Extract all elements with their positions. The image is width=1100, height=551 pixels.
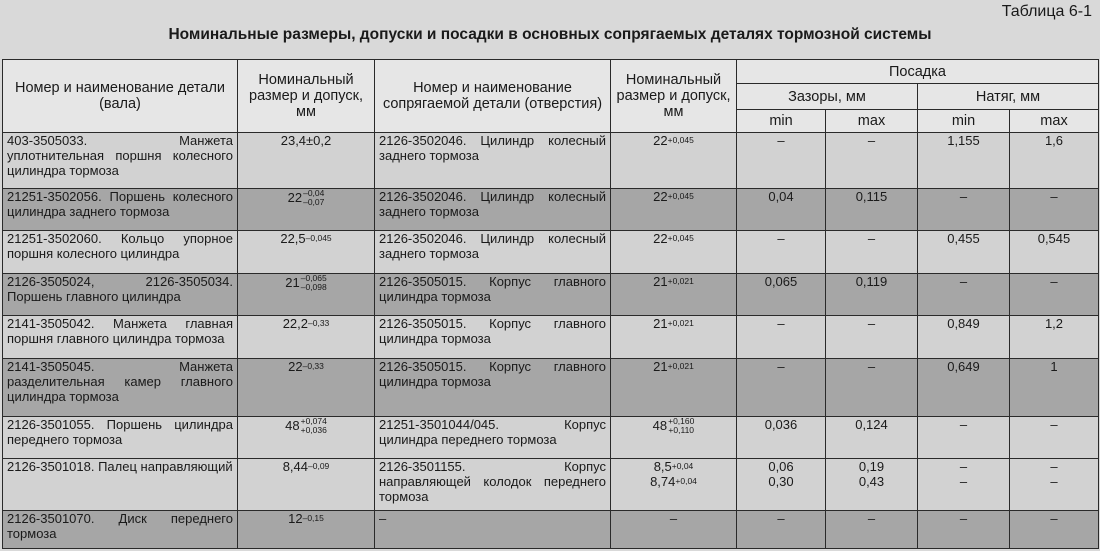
table-row [3,188,1099,230]
clearance-max-cell [826,510,918,548]
interference-max-cell [1010,316,1099,358]
shaft-part-cell: 2126-3505024, 2126-3505034. Поршень главного цилиндра [3,273,238,315]
nominal-value: 22,2 [282,316,309,332]
upper-tolerance: +0,021 [667,275,694,286]
hole-size-line [615,417,732,435]
clearance-min-cell [737,231,826,273]
nominal-value: 48 [285,418,300,434]
hole-part-cell: 2126-3505015. Корпус главного цилиндра тормоза [375,273,611,315]
nominal-value: 22 [653,188,668,204]
cell-value: 0,065 [764,273,798,289]
cell-value: 0,455 [947,231,980,247]
interference-max-cell [1010,273,1099,315]
nominal-value: 8,5 [653,459,672,475]
hole-part-cell: 2126-3502046. Цилиндр колесный заднего тормоза [375,188,611,230]
hole-size [653,133,694,148]
interference-min-cell [918,273,1010,315]
cell-value: – [777,133,785,148]
clearance-max-cell [826,188,918,230]
cell-value: 0,036 [764,416,798,432]
shaft-size-cell [238,133,375,189]
hole-size [653,274,694,289]
cell-value: – [867,231,876,247]
hole-part-cell: 2126-3502046. Цилиндр колесный заднего тормоза [375,133,611,189]
hole-size-cell [611,273,737,315]
hole-size-line [615,316,732,331]
clearance-min-cell [737,510,826,548]
cell-value: 1,2 [1044,316,1064,332]
header-interference-min: min [918,110,1010,133]
hole-size [653,189,694,204]
nominal-value: 12 [288,510,303,526]
clearance-min-cell [737,358,826,416]
lower-tolerance: +0,036 [300,424,327,435]
hole-part-cell: 2126-3505015. Корпус главного цилиндра тормоза [375,358,611,416]
interference-max-cell [1010,133,1099,189]
shaft-part-cell: 21251-3502056. Поршень колесного цилиндра заднего тормоза [3,188,238,230]
shaft-part-cell: 2141-3505042. Манжета главная поршня главного цилиндра тормоза [3,316,238,358]
nominal-value: 8,44 [282,459,309,475]
hole-size-cell [611,510,737,548]
hole-size-cell [611,133,737,189]
hole-size-line [615,274,732,289]
hole-size [654,459,694,474]
nominal-value: 21 [653,273,668,289]
interference-min-cell [918,133,1010,189]
shaft-size [283,316,330,331]
lower-tolerance: –0,07 [303,196,325,207]
hole-size-cell [611,358,737,416]
hole-size-line [615,133,732,148]
upper-tolerance: +0,021 [667,360,694,371]
interference-min-cell [918,358,1010,416]
shaft-size [280,231,331,246]
shaft-size [288,189,325,207]
nominal-value: 22 [288,358,303,374]
clearance-min-cell [737,459,826,510]
interference-max-cell [1010,358,1099,416]
shaft-size-cell [238,510,375,548]
cell-value: – [777,316,785,332]
clearance-max-cell [826,133,918,189]
cell-value: – [959,273,968,289]
nominal-value: 21 [285,275,300,291]
shaft-size-cell [238,188,375,230]
interference-max-cell [1010,510,1099,548]
clearance-max-cell [826,273,918,315]
nominal-value: 21 [653,358,668,374]
nominal-value: 22 [653,133,668,148]
lower-tolerance: –0,33 [308,318,330,329]
nominal-value: 22 [653,231,668,247]
cell-value: – [959,416,968,432]
hole-size-cell [611,231,737,273]
shaft-size-cell [238,273,375,315]
clearance-min-cell [737,133,826,189]
nominal-value: 8,74 [650,474,676,490]
cell-value: 0,06 [768,459,794,475]
cell-value: – [867,358,876,374]
hole-size [653,316,694,331]
shaft-part-cell: 2126-3501070. Диск переднего тормоза [3,510,238,548]
interference-min-cell [918,316,1010,358]
cell-value: 0,649 [947,358,980,374]
lower-tolerance: –0,33 [302,360,324,371]
clearance-max-cell [826,416,918,458]
nominal-value: 21 [653,316,668,332]
hole-size-line [615,459,732,474]
cell-value: 1,155 [947,133,980,148]
cell-value: – [959,474,968,490]
shaft-part-cell: 2126-3501055. Поршень цилиндра переднего тормоза [3,416,238,458]
tolerance-pair [301,417,327,435]
shaft-size-cell [238,231,375,273]
shaft-size [283,459,330,474]
clearance-min-cell [737,273,826,315]
header-interference: Натяг, мм [918,84,1099,110]
hole-size-line [615,359,732,374]
cell-value: – [867,133,876,148]
hole-size-cell [611,416,737,458]
cell-value: – [1050,474,1058,490]
cell-value: – [1050,273,1058,289]
hole-size [653,417,695,435]
interference-max-cell [1010,188,1099,230]
upper-tolerance: +0,045 [667,135,694,145]
clearance-min-cell [737,188,826,230]
interference-min-cell [918,188,1010,230]
shaft-size [288,511,324,526]
cell-value: 0,115 [855,188,888,204]
cell-value: 0,04 [768,188,794,204]
table-row [3,459,1099,510]
clearance-min-cell [737,416,826,458]
hole-size [670,511,677,526]
hole-size-line [615,189,732,204]
interference-min-cell [918,231,1010,273]
cell-value: 1,6 [1044,133,1064,148]
header-interference-max: max [1010,110,1099,133]
table-row [3,510,1099,548]
table-row [3,273,1099,315]
upper-tolerance: +0,04 [675,476,697,487]
cell-value: 0,545 [1037,231,1071,247]
hole-part-cell: – [375,510,611,548]
hole-size [650,474,697,489]
interference-min-cell [918,416,1010,458]
hole-part-cell: 2126-3505015. Корпус главного цилиндра тормоза [375,316,611,358]
header-hole-part: Номер и наименование сопрягаемой детали (отверстия) [375,60,611,133]
cell-value: 1 [1050,358,1058,374]
shaft-size [285,274,326,292]
hole-size-line [615,511,732,526]
cell-value: – [1050,416,1058,432]
nominal-value: 48 [652,418,668,434]
cell-value: – [777,510,785,526]
lower-tolerance: –0,045 [305,233,332,244]
hole-size-cell [611,188,737,230]
header-shaft-part: Номер и наименование детали (вала) [3,60,238,133]
cell-value: 0,19 [858,459,885,475]
lower-tolerance: –0,098 [300,281,327,292]
nominal-value: 22 [287,190,303,206]
header-fit: Посадка [737,60,1099,84]
shaft-size-cell [238,316,375,358]
shaft-size [281,133,332,148]
shaft-part-cell: 2126-3501018. Палец направляющий [3,459,238,510]
cell-value: – [867,510,876,526]
interference-min-cell [918,459,1010,510]
cell-value: 0,119 [855,273,888,289]
interference-max-cell [1010,459,1099,510]
upper-tolerance: +0,021 [667,318,694,329]
cell-value: – [959,188,968,204]
spec-table [2,59,1099,549]
table-row [3,231,1099,273]
table-row [3,133,1099,189]
lower-tolerance: +0,110 [668,424,695,435]
nominal-value: 23,4±0,2 [280,133,332,148]
cell-value: – [1050,188,1058,204]
clearance-min-cell [737,316,826,358]
shaft-size [285,417,327,435]
cell-value: – [959,459,968,475]
cell-value: 0,124 [855,416,888,432]
cell-value: – [777,231,785,247]
shaft-size [288,359,324,374]
table-row [3,416,1099,458]
hole-size-cell [611,316,737,358]
hole-part-cell: 21251-3501044/045. Корпус цилиндра переднего тормоза [375,416,611,458]
cell-value: – [1050,459,1058,475]
clearance-max-cell [826,316,918,358]
table-body [3,133,1099,549]
clearance-max-cell [826,459,918,510]
hole-size-line [615,474,732,489]
hole-part-cell: 2126-3502046. Цилиндр колесный заднего тормоза [375,231,611,273]
shaft-size-cell [238,459,375,510]
table-number: Таблица 6-1 [1001,3,1092,20]
header-clearance-max: max [826,110,918,133]
tolerance-pair [303,189,324,207]
upper-tolerance: –0,065 [300,272,327,283]
cell-value: – [959,510,968,526]
interference-max-cell [1010,416,1099,458]
upper-tolerance: +0,045 [667,190,694,201]
interference-min-cell [918,510,1010,548]
upper-tolerance: +0,04 [671,461,694,472]
table-row [3,358,1099,416]
hole-part-cell: 2126-3501155. Корпус направляющей колодок переднего тормоза [375,459,611,510]
header-shaft-size: Номинальный размер и допуск, мм [238,60,375,133]
upper-tolerance: –0,04 [303,187,325,198]
cell-value: 0,30 [768,474,794,490]
cell-value: 0,43 [858,474,885,490]
header-clearance-min: min [737,110,826,133]
hole-size-line [615,231,732,246]
lower-tolerance: –0,15 [302,512,324,523]
clearance-max-cell [826,358,918,416]
upper-tolerance: +0,074 [300,415,327,426]
shaft-size-cell [238,358,375,416]
shaft-size-cell [238,416,375,458]
nominal-value: – [669,510,678,526]
hole-size [653,359,694,374]
cell-value: – [777,358,785,374]
interference-max-cell [1010,231,1099,273]
header-clearance: Зазоры, мм [737,84,918,110]
upper-tolerance: +0,160 [668,415,695,426]
cell-value: – [1050,510,1058,526]
shaft-part-cell: 2141-3505045. Манжета разделительная камер главного цилиндра тормоза [3,358,238,416]
tolerance-pair [301,274,327,292]
table-title: Номинальные размеры, допуски и посадки в основных сопрягаемых деталях тормозной системы [168,26,932,43]
lower-tolerance: –0,09 [308,461,330,472]
tolerance-pair [668,417,694,435]
clearance-max-cell [826,231,918,273]
hole-size [653,231,694,246]
upper-tolerance: +0,045 [667,233,694,244]
cell-value: – [867,316,876,332]
header-hole-size: Номинальный размер и допуск, мм [611,60,737,133]
table-row [3,316,1099,358]
hole-size-cell [611,459,737,510]
shaft-part-cell: 21251-3502060. Кольцо упорное поршня колесного цилиндра [3,231,238,273]
shaft-part-cell: 403-3505033. Манжета уплотнительная поршня колесного цилиндра тормоза [3,133,238,189]
nominal-value: 22,5 [280,231,306,247]
cell-value: 0,849 [947,316,980,332]
